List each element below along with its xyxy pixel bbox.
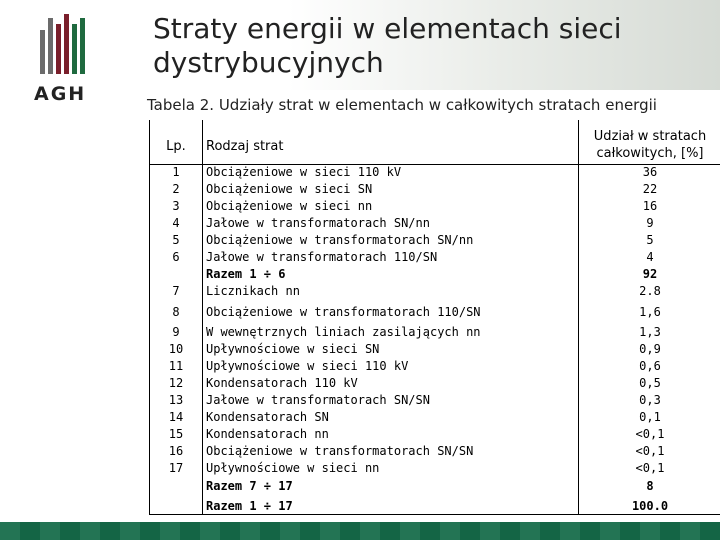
title-line-2: dystrybucyjnych	[153, 46, 384, 79]
table-cell-value: 0,5	[639, 376, 661, 390]
table-cell-name: Obciążeniowe w sieci SN	[206, 182, 373, 196]
table-cell-lp: 3	[172, 199, 180, 213]
table-cell-name: Obciążeniowe w transformatorach 110/SN	[206, 305, 481, 319]
table-cell-name: Licznikach nn	[206, 284, 300, 298]
table-cell-lp: 14	[168, 410, 184, 424]
table-cell-value: 1,3	[639, 325, 661, 339]
table-cell-name: Kondensatorach SN	[206, 410, 329, 424]
table-cell-lp: 13	[168, 393, 184, 407]
table-header	[150, 120, 720, 165]
table-cell-name: Razem 7 ÷ 17	[206, 479, 293, 493]
table-cell-value: 9	[646, 216, 654, 230]
table-cell-name: Jałowe w transformatorach SN/SN	[206, 393, 430, 407]
table-cell-value: 0,6	[639, 359, 661, 373]
header-value-line-2: całkowitych, [%]	[596, 146, 704, 161]
column-divider-2	[578, 120, 579, 514]
table-cell-name: Obciążeniowe w sieci nn	[206, 199, 373, 213]
table-cell-value: 0,1	[639, 410, 661, 424]
header-name: Rodzaj strat	[206, 139, 284, 154]
footer-bar	[0, 522, 720, 540]
table-cell-lp: 6	[172, 250, 180, 264]
table-cell-name: Jałowe w transformatorach SN/nn	[206, 216, 430, 230]
table-cell-value: 4	[646, 250, 654, 264]
table-cell-value: 2.8	[639, 284, 661, 298]
table-cell-name: Obciążeniowe w sieci 110 kV	[206, 165, 402, 179]
table-cell-lp: 1	[172, 165, 180, 179]
column-divider-1	[202, 120, 203, 514]
table-cell-name: Upływnościowe w sieci 110 kV	[206, 359, 409, 373]
table-cell-value: 92	[642, 267, 658, 281]
header-lp: Lp.	[166, 139, 186, 154]
table-cell-lp: 9	[172, 325, 180, 339]
table-cell-value: <0,1	[635, 461, 665, 475]
table-cell-name: Obciążeniowe w transformatorach SN/nn	[206, 233, 474, 247]
table-cell-value: 0,3	[639, 393, 661, 407]
table-cell-value: <0,1	[635, 427, 665, 441]
table-cell-value: 36	[642, 165, 658, 179]
table-cell-lp: 11	[168, 359, 184, 373]
table-cell-name: Upływnościowe w sieci SN	[206, 342, 380, 356]
logo-text: AGH	[34, 83, 87, 105]
table-cell-value: <0,1	[635, 444, 665, 458]
table-cell-value: 1,6	[639, 305, 661, 319]
table-cell-name: W wewnętrznych liniach zasilających nn	[206, 325, 481, 339]
table-cell-lp: 4	[172, 216, 180, 230]
table-cell-value: 8	[646, 479, 654, 493]
page-title	[153, 12, 622, 80]
table-cell-value: 16	[642, 199, 658, 213]
table-cell-lp: 15	[168, 427, 184, 441]
table-cell-name: Razem 1 ÷ 6	[206, 267, 286, 281]
table-cell-lp: 10	[168, 342, 184, 356]
table-cell-lp: 2	[172, 182, 180, 196]
logo-bars	[40, 14, 85, 74]
table-cell-value: 100.0	[631, 499, 669, 513]
table-cell-value: 0,9	[639, 342, 661, 356]
table-cell-name: Obciążeniowe w transformatorach SN/SN	[206, 444, 474, 458]
table-cell-name: Kondensatorach nn	[206, 427, 329, 441]
losses-table	[149, 120, 720, 515]
table-cell-lp: 16	[168, 444, 184, 458]
table-cell-name: Kondensatorach 110 kV	[206, 376, 358, 390]
table-cell-lp: 8	[172, 305, 180, 319]
table-cell-lp: 7	[172, 284, 180, 298]
table-cell-name: Upływnościowe w sieci nn	[206, 461, 380, 475]
table-cell-value: 5	[646, 233, 654, 247]
table-cell-lp: 17	[168, 461, 184, 475]
table-caption: Tabela 2. Udziały strat w elementach w całkowitych stratach energii	[147, 96, 657, 114]
table-cell-name: Razem 1 ÷ 17	[206, 499, 293, 513]
table-cell-value: 22	[642, 182, 658, 196]
header-value-line-1: Udział w stratach	[593, 129, 707, 144]
agh-logo	[10, 8, 120, 108]
table-cell-lp: 5	[172, 233, 180, 247]
title-line-1: Straty energii w elementach sieci	[153, 12, 622, 45]
table-cell-lp: 12	[168, 376, 184, 390]
table-cell-name: Jałowe w transformatorach 110/SN	[206, 250, 438, 264]
